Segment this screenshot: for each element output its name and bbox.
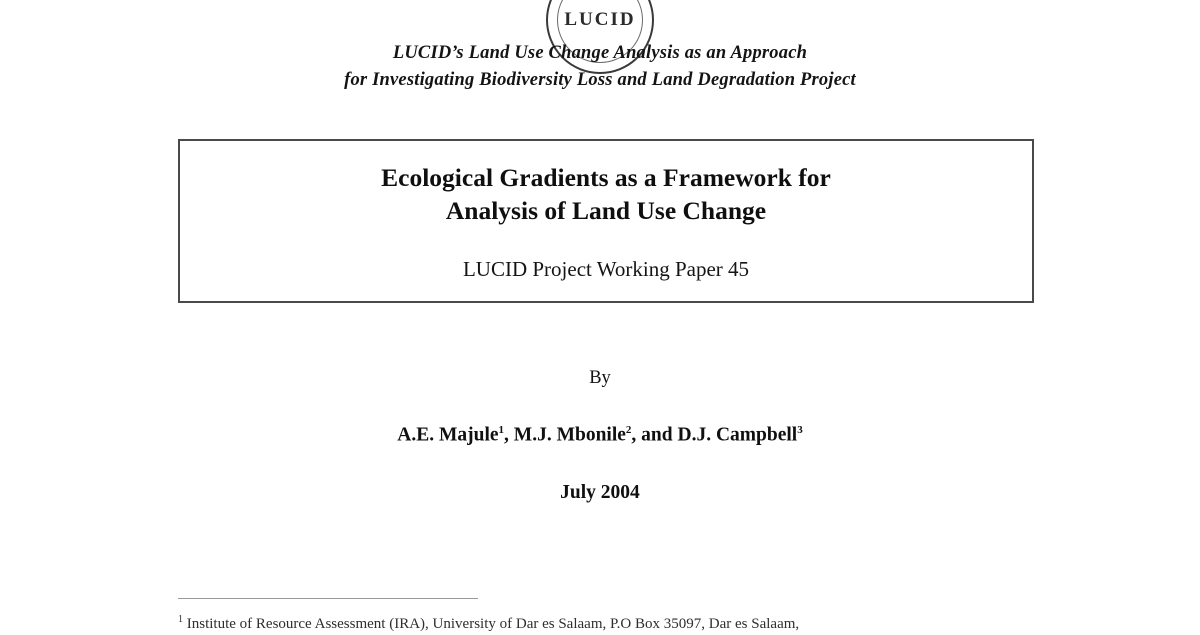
author-2-affiliation-marker: 2 xyxy=(625,424,632,436)
project-subtitle-line-1: LUCID’s Land Use Change Analysis as an Approach xyxy=(392,43,808,63)
author-separator-1: , xyxy=(504,424,514,446)
lucid-logo xyxy=(0,0,1200,30)
page-title-line-2: Analysis of Land Use Change xyxy=(445,196,767,225)
author-1-name: A.E. Majule xyxy=(397,424,499,446)
by-label: By xyxy=(589,368,611,388)
publication-date: July 2004 xyxy=(560,482,640,503)
author-3-affiliation-marker: 3 xyxy=(797,424,803,436)
author-list xyxy=(0,424,1200,447)
title-box xyxy=(178,139,1034,303)
author-2-name: M.J. Mbonile xyxy=(513,424,626,446)
footnote-1-marker: 1 xyxy=(178,614,183,625)
working-paper-number: LUCID Project Working Paper 45 xyxy=(462,257,750,281)
author-separator-2: , and xyxy=(631,424,678,446)
footnote-1-text: Institute of Resource Assessment (IRA), University of Dar es Salaam, P.O Box 35097, Dar es Salaam, xyxy=(183,616,800,632)
footnote-1 xyxy=(178,609,1038,632)
footnote-divider xyxy=(178,598,478,599)
lucid-seal-label: LUCID xyxy=(564,9,636,30)
page-title-line-1: Ecological Gradients as a Framework for xyxy=(381,163,831,192)
project-subtitle xyxy=(0,40,1200,94)
project-subtitle-line-2: for Investigating Biodiversity Loss and Land Degradation Project xyxy=(344,70,856,90)
author-1-affiliation-marker: 1 xyxy=(498,424,505,436)
page-title xyxy=(180,161,1032,227)
author-3-name: D.J. Campbell xyxy=(677,424,798,446)
